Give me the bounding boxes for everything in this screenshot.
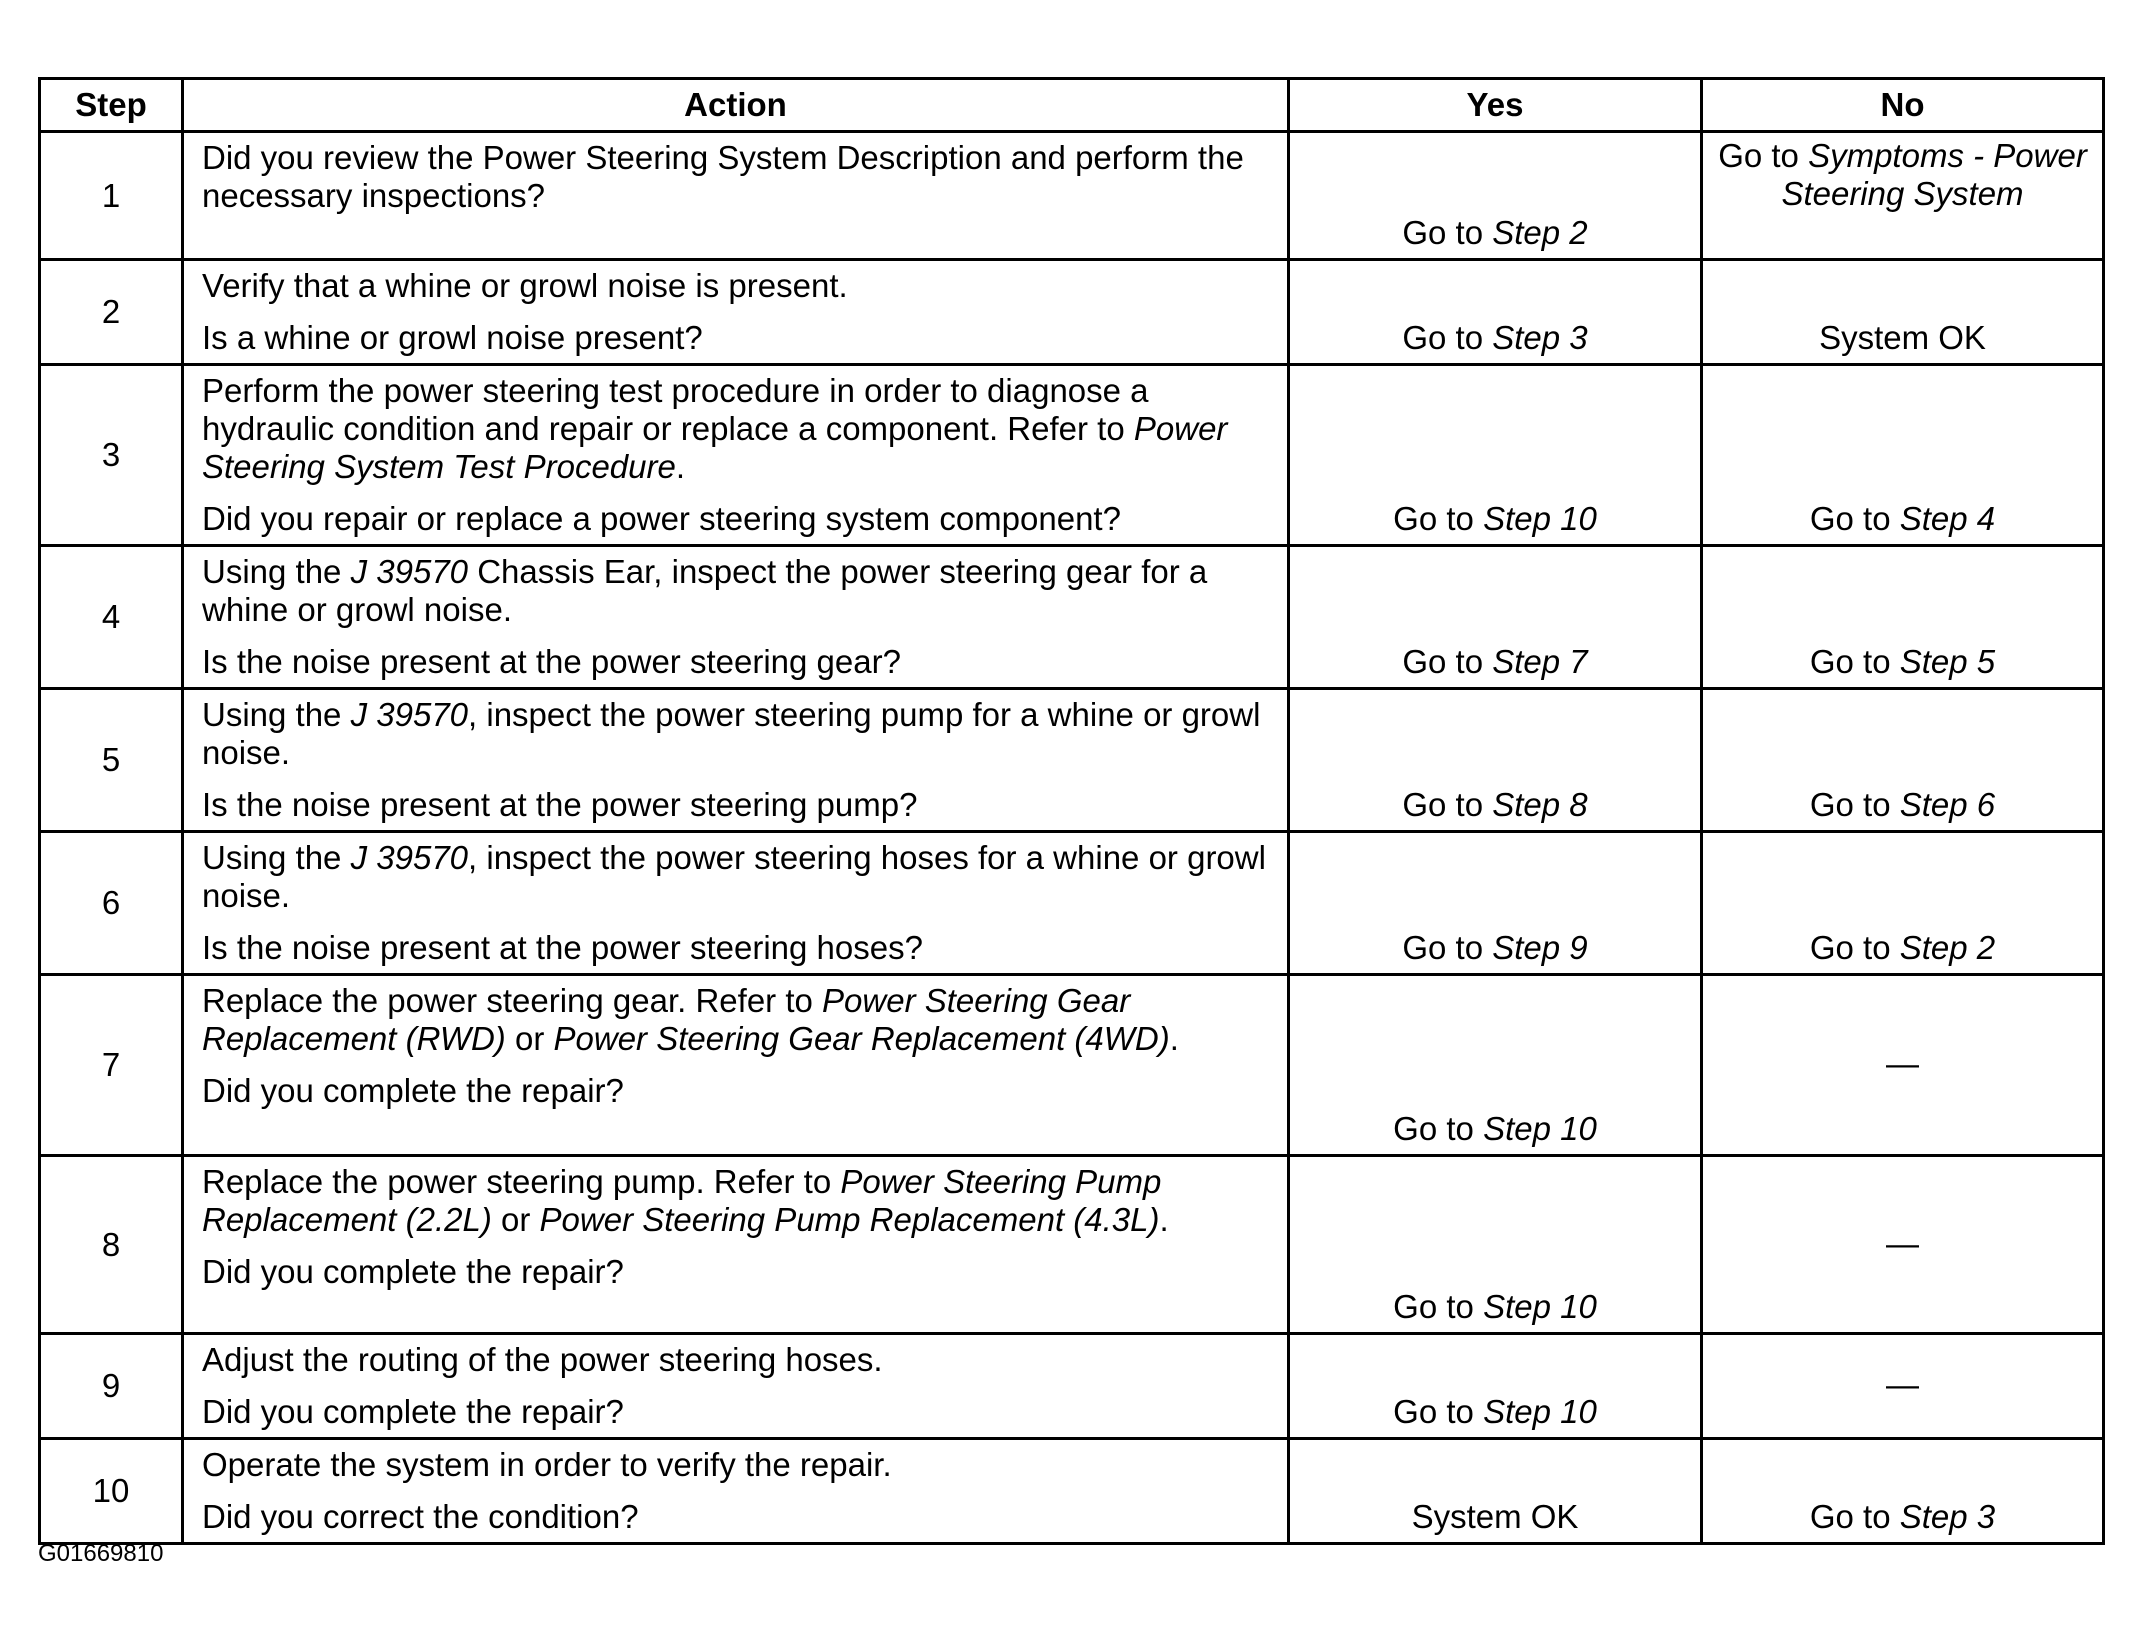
table-row — [40, 975, 2104, 1156]
no-cell — [1702, 689, 2104, 832]
yes-cell — [1289, 365, 1702, 546]
action-reference-link[interactable]: Power Steering Pump Replacement (2.2L) — [202, 1163, 1162, 1238]
action-cell — [183, 365, 1289, 546]
table-row — [40, 260, 2104, 365]
diagnostic-table — [38, 77, 2105, 1545]
action-post: , inspect the power steering pump for a whine or growl noise. — [202, 696, 1261, 771]
action-text-block: Replace the power steering pump. Refer to Power Steering Pump Replacement (2.2L) or Power Steering Pump Replacement (4.3L). — [202, 1163, 1169, 1238]
action-cell — [183, 689, 1289, 832]
no-prefix: Go to — [1809, 1498, 1891, 1535]
header-no: No — [1702, 79, 2104, 132]
no-prefix: Go to — [1809, 643, 1891, 680]
action-reference-link[interactable]: Power Steering System Test Procedure — [202, 410, 1228, 485]
figure-id-code: G01669810 — [38, 1540, 164, 1567]
yes-cell — [1289, 1156, 1702, 1334]
yes-step-link[interactable]: Step 8 — [1492, 786, 1588, 823]
no-prefix: Go to — [1809, 929, 1891, 966]
yes-prefix: Go to — [1402, 214, 1484, 251]
yes-prefix: Go to — [1393, 1288, 1474, 1325]
yes-cell — [1289, 975, 1702, 1156]
action-reference-link[interactable]: Power Steering Pump Replacement (4.3L) — [539, 1201, 1160, 1238]
table-row — [40, 365, 2104, 546]
action-question: Did you repair or replace a power steering system component? — [202, 500, 1121, 537]
yes-step-link[interactable]: Step 9 — [1492, 929, 1588, 966]
step-number: 8 — [40, 1156, 183, 1334]
tool-number: J 39570 — [350, 696, 469, 733]
no-step-link[interactable]: Step 2 — [1899, 929, 1996, 966]
yes-prefix: Go to — [1393, 1393, 1474, 1430]
yes-prefix: Go to — [1402, 319, 1484, 356]
step-number: 5 — [40, 689, 183, 832]
yes-step-link[interactable]: Step 10 — [1483, 500, 1597, 537]
table-row — [40, 132, 2104, 260]
no-prefix: Go to — [1809, 500, 1891, 537]
no-result: System OK — [1819, 319, 1986, 356]
step-number: 6 — [40, 832, 183, 975]
action-or: or — [501, 1201, 531, 1238]
action-pre: Using the — [202, 696, 342, 733]
action-text-block: Replace the power steering gear. Refer to Power Steering Gear Replacement (RWD) or Power Steering Gear Replacement (4WD). — [202, 982, 1179, 1057]
step-number: 1 — [40, 132, 183, 260]
action-cell — [183, 1439, 1289, 1544]
yes-step-link[interactable]: Step 3 — [1492, 319, 1588, 356]
no-cell — [1702, 365, 2104, 546]
action-pre: Using the — [202, 553, 342, 590]
no-dash: — — [1886, 1045, 1919, 1082]
yes-step-link[interactable]: Step 10 — [1483, 1393, 1597, 1430]
action-cell — [183, 260, 1289, 365]
no-step-link[interactable]: Step 6 — [1899, 786, 1996, 823]
action-pre: Using the — [202, 839, 342, 876]
action-question: Did you complete the repair? — [202, 1072, 624, 1109]
action-text: Perform the power steering test procedure in order to diagnose a hydraulic condition and repair or replace a component. Refer to — [202, 372, 1149, 447]
yes-result: System OK — [1411, 1498, 1579, 1535]
yes-step-link[interactable]: Step 2 — [1492, 214, 1588, 251]
header-yes: Yes — [1289, 79, 1702, 132]
table-header-row — [40, 79, 2104, 132]
action-text-block — [202, 839, 1277, 915]
no-cell — [1702, 1439, 2104, 1544]
no-cell — [1702, 260, 2104, 365]
yes-cell — [1289, 260, 1702, 365]
no-cell — [1702, 832, 2104, 975]
action-text: Verify that a whine or growl noise is present. — [202, 267, 848, 304]
action-cell — [183, 1334, 1289, 1439]
action-post: Chassis Ear, inspect the power steering gear for a whine or growl noise. — [202, 553, 1208, 628]
action-cell — [183, 1156, 1289, 1334]
action-text: Did you review the Power Steering System Description and perform the necessary inspections? — [202, 139, 1244, 214]
diagnostic-table-container — [38, 77, 2102, 1545]
yes-prefix: Go to — [1402, 643, 1484, 680]
step-number: 2 — [40, 260, 183, 365]
table-row — [40, 1334, 2104, 1439]
action-question: Did you complete the repair? — [202, 1253, 624, 1290]
header-step: Step — [40, 79, 183, 132]
yes-step-link[interactable]: Step 10 — [1483, 1110, 1597, 1147]
step-number: 9 — [40, 1334, 183, 1439]
yes-prefix: Go to — [1393, 500, 1474, 537]
step-number: 3 — [40, 365, 183, 546]
no-cell — [1702, 1334, 2104, 1439]
yes-cell — [1289, 832, 1702, 975]
header-action: Action — [183, 79, 1289, 132]
action-text: Adjust the routing of the power steering hoses. — [202, 1341, 883, 1378]
tool-number: J 39570 — [350, 553, 469, 590]
action-text-block — [202, 696, 1277, 772]
action-cell — [183, 546, 1289, 689]
no-cell — [1702, 546, 2104, 689]
table-row — [40, 1439, 2104, 1544]
yes-cell — [1289, 132, 1702, 260]
no-step-link[interactable]: Step 5 — [1899, 643, 1996, 680]
yes-prefix: Go to — [1402, 929, 1484, 966]
no-cell — [1702, 1156, 2104, 1334]
action-text: Replace the power steering gear. Refer to — [202, 982, 813, 1019]
yes-cell — [1289, 1439, 1702, 1544]
yes-prefix: Go to — [1402, 786, 1484, 823]
yes-cell — [1289, 1334, 1702, 1439]
action-question: Is the noise present at the power steering hoses? — [202, 929, 923, 966]
yes-prefix: Go to — [1393, 1110, 1474, 1147]
no-dash: — — [1886, 1224, 1919, 1262]
action-question: Did you correct the condition? — [202, 1498, 639, 1535]
action-text-block — [202, 553, 1277, 629]
yes-step-link[interactable]: Step 7 — [1492, 643, 1588, 680]
yes-step-link[interactable]: Step 10 — [1483, 1288, 1597, 1325]
action-question: Is a whine or growl noise present? — [202, 319, 703, 356]
step-number: 4 — [40, 546, 183, 689]
action-cell — [183, 975, 1289, 1156]
action-cell — [183, 132, 1289, 260]
table-row — [40, 1156, 2104, 1334]
no-step-link[interactable]: Step 3 — [1899, 1498, 1996, 1535]
yes-cell — [1289, 689, 1702, 832]
step-number: 10 — [40, 1439, 183, 1544]
no-cell — [1702, 975, 2104, 1156]
action-post: , inspect the power steering hoses for a whine or growl noise. — [202, 839, 1266, 914]
action-text: Operate the system in order to verify the repair. — [202, 1446, 892, 1483]
no-prefix: Go to — [1809, 786, 1891, 823]
step-number: 7 — [40, 975, 183, 1156]
no-symptoms-link[interactable]: Symptoms - Power Steering System — [1781, 137, 2087, 212]
action-or: or — [514, 1020, 545, 1057]
no-prefix: Go to — [1718, 137, 1799, 174]
action-text-block: Perform the power steering test procedure in order to diagnose a hydraulic condition and repair or replace a component. Refer to Power Steering System Test Procedure. — [202, 372, 1228, 485]
action-question: Did you complete the repair? — [202, 1393, 624, 1430]
action-cell — [183, 832, 1289, 975]
table-row — [40, 832, 2104, 975]
table-row — [40, 546, 2104, 689]
yes-cell — [1289, 546, 1702, 689]
action-question: Is the noise present at the power steering pump? — [202, 786, 918, 823]
action-reference-link[interactable]: Power Steering Gear Replacement (RWD) — [202, 982, 1131, 1057]
action-text: Replace the power steering pump. Refer to — [202, 1163, 832, 1200]
table-row — [40, 689, 2104, 832]
tool-number: J 39570 — [350, 839, 469, 876]
no-cell — [1702, 132, 2104, 260]
no-dash: — — [1886, 1366, 1919, 1403]
action-question: Is the noise present at the power steering gear? — [202, 643, 901, 680]
no-step-link[interactable]: Step 4 — [1899, 500, 1996, 537]
action-reference-link[interactable]: Power Steering Gear Replacement (4WD) — [553, 1020, 1170, 1057]
